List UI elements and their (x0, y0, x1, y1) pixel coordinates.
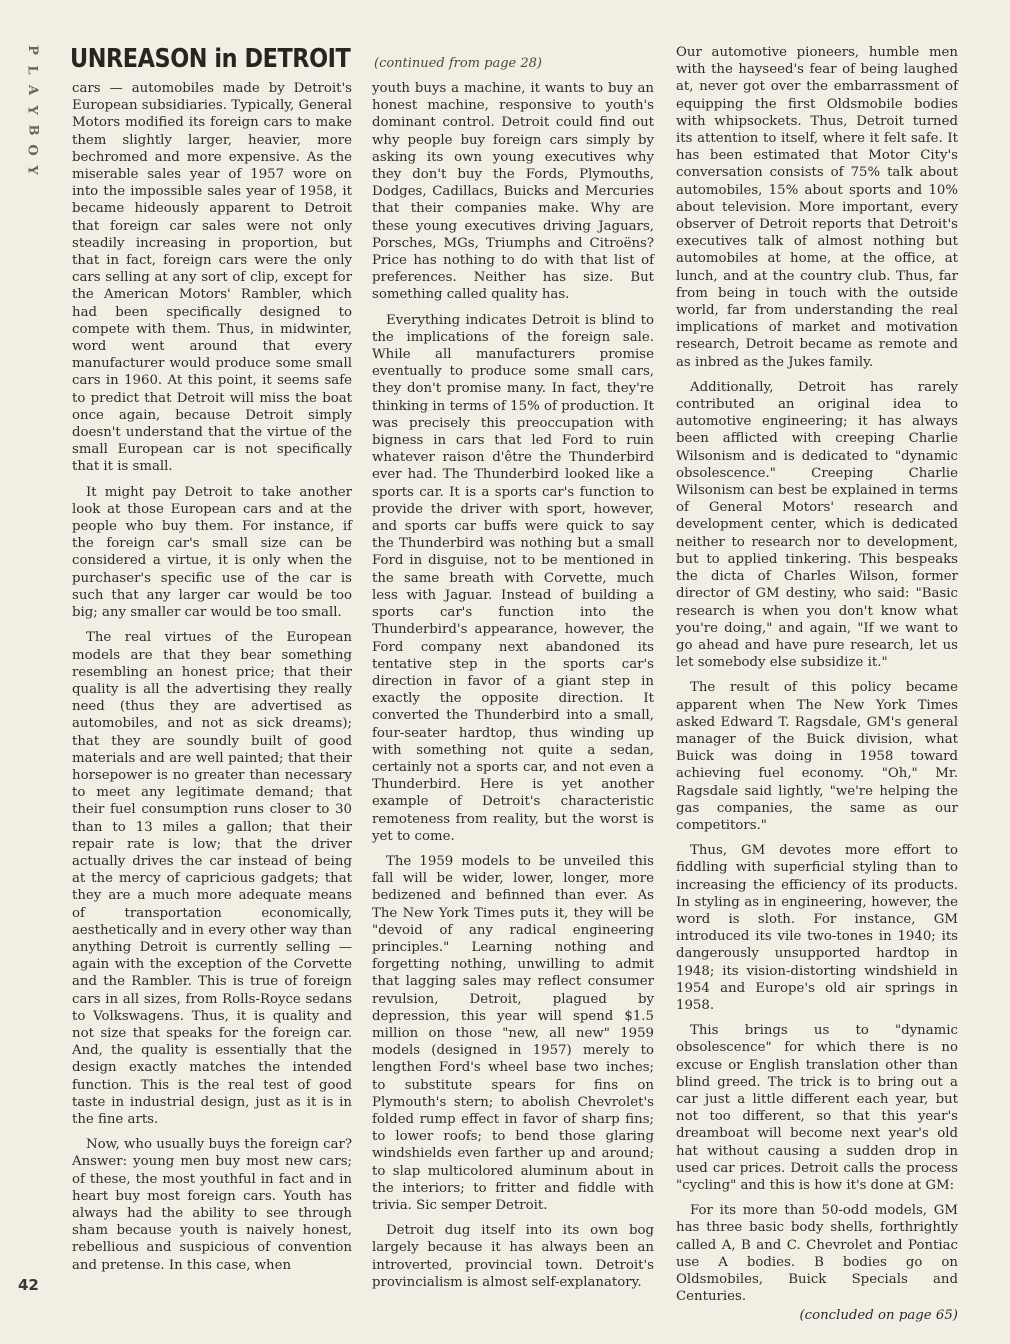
concluded-note: (concluded on page 65) (799, 1308, 958, 1324)
paragraph: Now, who usually buys the foreign car? Answer: young men buy most new cars; of these, the most youthful in fact and in heart buy most foreign cars. Youth has always had the ability to see through sham because youth is naively honest, rebellious and suspicious of convention and pretense. In this case, when (72, 1137, 352, 1273)
article-headline: UNREASON in DETROIT (70, 44, 351, 74)
paragraph: Thus, GM devotes more effort to fiddling with superficial styling than to increasing the efficiency of its products. In styling as in engineering, however, the word is sloth. For instance, GM introduced its vile two-tones in 1940; its dangerously unsupported hardtop in 1948; its vision-distorting windshield in 1954 and Europe's old air springs in 1958. (676, 843, 958, 1013)
paragraph: The 1959 models to be unveiled this fall will be wider, lower, longer, more bedizened and befinned than ever. As The New York Times puts it, they will be "devoid of any radical engineering principles." Learning nothing and forgetting nothing, unwilling to admit that lagging sales may reflect consumer revulsion, Detroit, plagued by depression, this year will spend $1.5 million on those "new, all new" 1959 models (designed in 1957) merely to lengthen Ford's wheel base two inches; to substitute spears for fins on Plymouth's stern; to abolish Chevrolet's folded rump effect in favor of sharp fins; to lower roofs; to bend those glaring windshields even farther up and around; to slap multicolored aluminum about in the interiors; to fritter and fiddle with trivia. Sic semper Detroit. (372, 853, 654, 1213)
text-column-2 (372, 80, 654, 1299)
headline-row (70, 44, 670, 78)
masthead-vertical (20, 40, 44, 180)
text-column-3 (676, 44, 958, 1325)
paragraph: cars — automobiles made by Detroit's European subsidiaries. Typically, General Motors modified its foreign cars to make them slightly larger, heavier, more bechromed and more expensive. As the miserable sales year of 1957 wore on into the impossible sales year of 1958, it became hideously apparent to Detroit that foreign car sales were not only steadily increasing in proportion, but that in fact, foreign cars were the only cars selling at any sort of clip, except for the American Motors' Rambler, which had been specifically designed to compete with them. Thus, in midwinter, word went around that every manufacturer would produce some small cars in 1960. At this point, it seems safe to predict that Detroit will miss the boat once again, because Detroit simply doesn't understand that the virtue of the small European car is not specifically that it is small. (72, 81, 352, 475)
masthead-letter: L (24, 65, 40, 75)
text-column-1 (72, 80, 352, 1282)
masthead-letter: P (25, 45, 40, 55)
paragraph: Everything indicates Detroit is blind to the implications of the foreign sale. While all manufacturers promise eventually to produce some small cars, they don't promise many. In fact, they're thinking in terms of 15% of production. It was precisely this preoccupation with bigness in cars that led Ford to ruin whatever raison d'être the Thunderbird ever had. The Thunderbird looked like a sports car. It is a sports car's function to provide the driver with sport, however, and sports car buffs were quick to say the Thunderbird was nothing but a small Ford in disguise, not to be mentioned in the same breath with Corvette, much less with Jaguar. Instead of building a sports car's function into the Thunderbird's appearance, however, the Ford company next abandoned its tentative step in the sports car's direction in favor of a giant step in exactly the opposite direction. It converted the Thunderbird into a small, four-seater hardtop, thus winding up with something not quite a sedan, certainly not a sports car, and not even a Thunderbird. Here is yet another example of Detroit's characteristic remoteness from reality, but the worst is yet to come. (372, 312, 654, 844)
paragraph: The result of this policy became apparent when The New York Times asked Edward T. Ragsdale, GM's general manager of the Buick division, what Buick was doing in 1958 toward achieving fuel economy. "Oh," Mr. Ragsdale said lightly, "we're helping the gas companies, the same as our competitors." (676, 680, 958, 833)
paragraph: Our automotive pioneers, humble men with the hayseed's fear of being laughed at, never got over the embarrassment of equipping the first Oldsmobile bodies with whipsockets. Thus, Detroit turned its attention to itself, where it felt safe. It has been estimated that Motor City's conversation consists of 75% talk about automobiles, 15% about sports and 10% about television. More important, every observer of Detroit reports that Detroit's executives talk of almost nothing but automobiles at home, at the office, at lunch, and at the country club. Thus, far from being in touch with the outside world, far from understanding the real implications of market and motivation research, Detroit became as remote and as inbred as the Jukes family. (676, 45, 958, 370)
masthead-letter: Y (25, 165, 40, 175)
page-number: 42 (18, 1276, 39, 1294)
paragraph: It might pay Detroit to take another look at those European cars and at the people who buy them. For instance, if the foreign car's small size can be considered a virtue, it is only when the purchaser's specific use of the car is such that any larger car would be too big; any smaller car would be too small. (72, 484, 352, 621)
paragraph: For its more than 50-odd models, GM has three basic body shells, forthrightly called A, B and C. Chevrolet and Pontiac use A bodies. B bodies go on Oldsmobiles, Buick Specials and Centuries. (676, 1203, 958, 1305)
masthead-letter: B (25, 124, 40, 136)
masthead-letter: Y (25, 105, 40, 115)
masthead-letter: A (25, 84, 40, 96)
paragraph: youth buys a machine, it wants to buy an honest machine, responsive to youth's dominant control. Detroit could find out why people buy foreign cars simply by asking its own young executives why they don't buy the Fords, Plymouths, Dodges, Cadillacs, Buicks and Mercuries that their companies make. Why are these young executives driving Jaguars, Porsches, MGs, Triumphs and Citroëns? Price has nothing to do with that list of preferences. Neither has size. But something called quality has. (372, 81, 654, 303)
paragraph: This brings us to "dynamic obsolescence" for which there is no excuse or English translation other than blind greed. The trick is to bring out a car just a little different each year, but not too different, so that this year's dreamboat will become next year's old hat without causing a sudden drop in used car prices. Detroit calls the process "cycling" and this is how it's done at GM: (676, 1023, 958, 1193)
continued-note: (continued from page 28) (374, 56, 542, 71)
paragraph: The real virtues of the European models are that they bear something resembling an honest price; that their quality is all the advertising they really need (thus they are advertised as automobiles, and not as sick dreams); that they are soundly built of good materials and are well painted; that their horsepower is no greater than necessary to meet any legitimate demand; that their fuel consumption runs closer to 30 than to 13 miles a gallon; that their repair rate is low; that the driver actually drives the car instead of being at the mercy of capricious gadgets; that they are a much more adequate means of transportation economically, aesthetically and in every other way than anything Detroit is currently selling — again with the exception of the Corvette and the Rambler. This is true of foreign cars in all sizes, from Rolls-Royce sedans to Volkswagens. Thus, it is quality and not size that speaks for the foreign car. And, the quality is essentially that the design exactly matches the intended function. This is the real test of good taste in industrial design, just as it is in the fine arts. (72, 630, 352, 1127)
paragraph: Additionally, Detroit has rarely contributed an original idea to automotive engineering; it has always been afflicted with creeping Charlie Wilsonism and is dedicated to "dynamic obsolescence." Creeping Charlie Wilsonism can best be explained in terms of General Motors' research and development center, which is dedicated neither to research nor to development, but to applied tinkering. This bespeaks the dicta of Charles Wilson, former director of GM destiny, who said: "Basic research is when you don't know what you're doing," and again, "If we want to go ahead and have pure research, let us let somebody else subsidize it." (676, 379, 958, 671)
masthead-letter: O (24, 144, 40, 156)
paragraph: Detroit dug itself into its own bog largely because it has always been an introverted, provincial town. Detroit's provincialism is almost self-explanatory. (372, 1223, 654, 1290)
